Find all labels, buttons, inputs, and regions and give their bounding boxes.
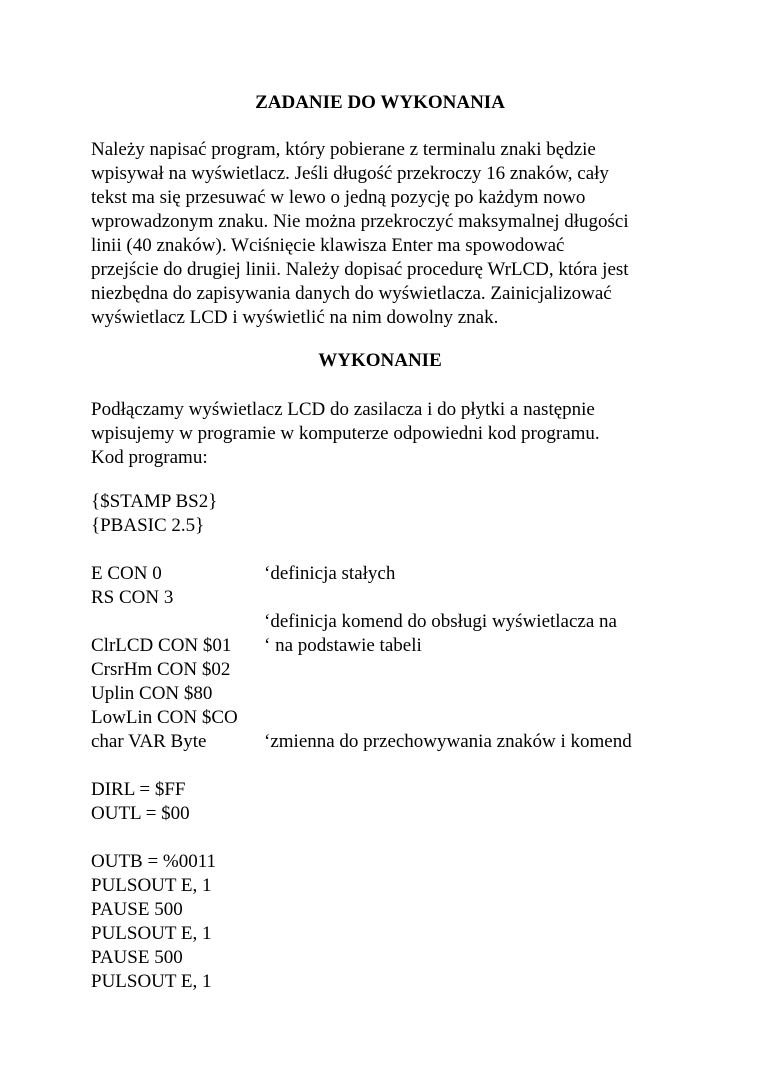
code-line bbox=[91, 874, 711, 898]
code-line bbox=[91, 898, 711, 922]
task-line: linii (40 znaków). Wciśnięcie klawisza Enter ma spowodować bbox=[91, 235, 565, 256]
code-line bbox=[91, 682, 711, 706]
blank-line bbox=[91, 826, 711, 850]
code-text: PULSOUT E, 1 bbox=[91, 971, 212, 992]
code-comment: ‘definicja stałych bbox=[264, 563, 396, 584]
code-text: PULSOUT E, 1 bbox=[91, 923, 212, 944]
code-line bbox=[91, 850, 711, 874]
code-line bbox=[91, 610, 711, 634]
task-line: przejście do drugiej linii. Należy dopisać procedurę WrLCD, która jest bbox=[91, 259, 629, 280]
code-text: RS CON 3 bbox=[91, 587, 174, 608]
task-line: wyświetlacz LCD i wyświetlić na nim dowolny znak. bbox=[91, 307, 499, 328]
code-line bbox=[91, 658, 711, 682]
task-line: Należy napisać program, który pobierane z terminalu znaki będzie bbox=[91, 139, 596, 160]
code-line bbox=[91, 802, 711, 826]
code-text: {$STAMP BS2} bbox=[91, 491, 218, 512]
code-text: CrsrHm CON $02 bbox=[91, 659, 231, 680]
code-comment: ‘definicja komend do obsługi wyświetlacza na bbox=[264, 611, 617, 632]
code-listing bbox=[91, 490, 711, 994]
intro-line: Podłączamy wyświetlacz LCD do zasilacza i do płytki a następnie bbox=[91, 399, 595, 420]
code-text: PULSOUT E, 1 bbox=[91, 875, 212, 896]
intro-paragraph bbox=[91, 398, 691, 470]
code-line bbox=[91, 514, 711, 538]
code-text: LowLin CON $CO bbox=[91, 707, 238, 728]
code-line bbox=[91, 706, 711, 730]
task-line: tekst ma się przesuwać w lewo o jedną pozycję po każdym nowo bbox=[91, 187, 586, 208]
code-text: PAUSE 500 bbox=[91, 899, 183, 920]
code-line bbox=[91, 778, 711, 802]
code-text: PAUSE 500 bbox=[91, 947, 183, 968]
code-text: {PBASIC 2.5} bbox=[91, 515, 205, 536]
code-line bbox=[91, 634, 711, 658]
task-line: wpisywał na wyświetlacz. Jeśli długość przekroczy 16 znaków, cały bbox=[91, 163, 609, 184]
blank-line bbox=[91, 754, 711, 778]
section-title: WYKONANIE bbox=[318, 350, 442, 371]
code-text: E CON 0 bbox=[91, 563, 162, 584]
code-comment: ‘ na podstawie tabeli bbox=[264, 635, 422, 656]
code-text: OUTL = $00 bbox=[91, 803, 190, 824]
document-title: ZADANIE DO WYKONANIA bbox=[255, 92, 505, 113]
task-description bbox=[91, 138, 691, 330]
code-line bbox=[91, 970, 711, 994]
code-line bbox=[91, 586, 711, 610]
code-text: ClrLCD CON $01 bbox=[91, 635, 232, 656]
task-line: wprowadzonym znaku. Nie można przekroczyć maksymalnej długości bbox=[91, 211, 629, 232]
code-line bbox=[91, 730, 711, 754]
intro-line: Kod programu: bbox=[91, 447, 208, 468]
blank-line bbox=[91, 538, 711, 562]
task-line: niezbędna do zapisywania danych do wyświetlacza. Zainicjalizować bbox=[91, 283, 612, 304]
intro-line: wpisujemy w programie w komputerze odpowiedni kod programu. bbox=[91, 423, 600, 444]
code-text: DIRL = $FF bbox=[91, 779, 186, 800]
code-line bbox=[91, 490, 711, 514]
code-comment: ‘zmienna do przechowywania znaków i komend bbox=[264, 731, 632, 752]
code-text: char VAR Byte bbox=[91, 731, 207, 752]
code-line bbox=[91, 562, 711, 586]
code-text: OUTB = %0011 bbox=[91, 851, 217, 872]
code-line bbox=[91, 946, 711, 970]
code-line bbox=[91, 922, 711, 946]
code-text: Uplin CON $80 bbox=[91, 683, 213, 704]
